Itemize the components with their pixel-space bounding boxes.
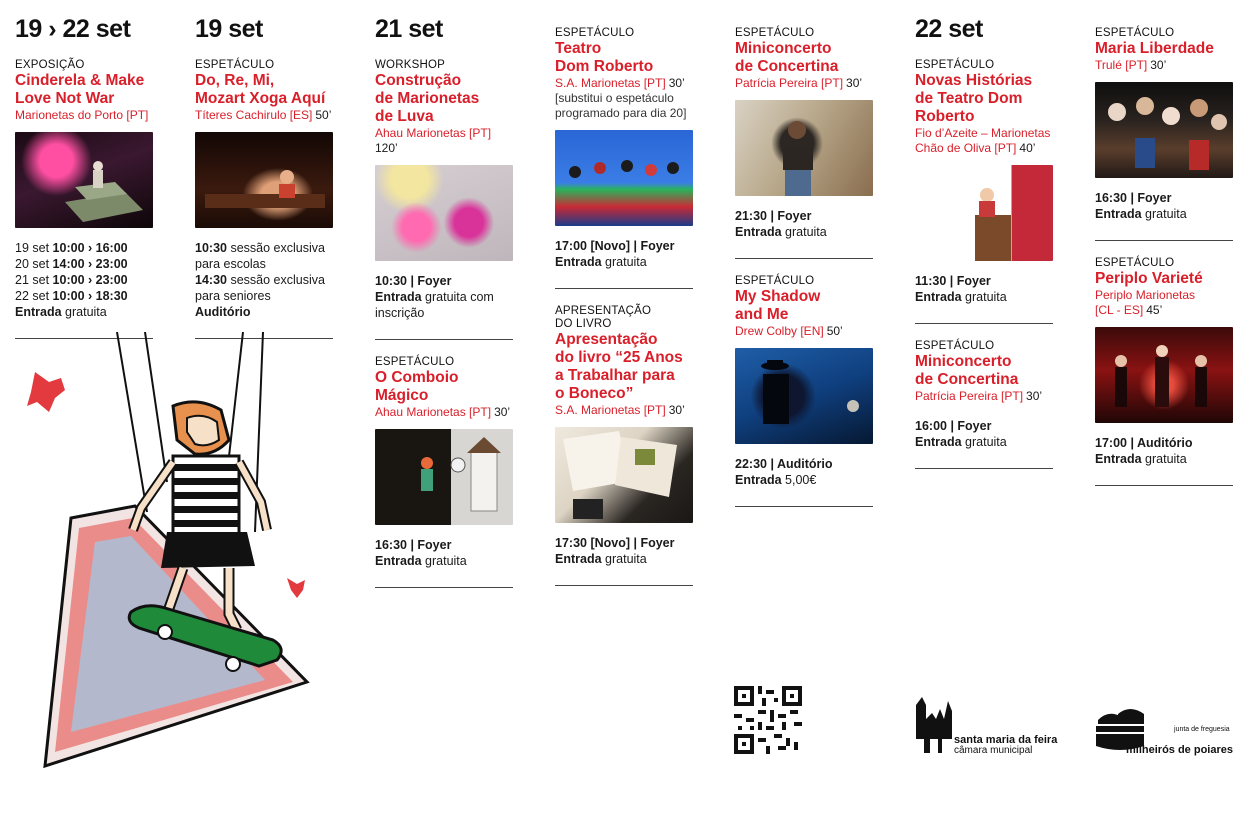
event-category: ESPETÁCULO [375, 356, 455, 368]
event-miniconcerto-2 [915, 340, 1053, 469]
event-info: 11:30 | Foyer Entrada gratuita [915, 274, 1007, 304]
event-photo [735, 100, 873, 196]
divider [915, 323, 1053, 324]
divider [555, 585, 693, 586]
event-title: Miniconcerto de Concertina [735, 40, 839, 75]
event-title: Maria Liberdade [1095, 40, 1214, 57]
event-title: Teatro Dom Roberto [555, 40, 654, 75]
event-novas-historias [915, 59, 1053, 324]
event-photo [555, 130, 693, 226]
event-note: [substitui o espetáculo programado para dia 20] [555, 91, 687, 120]
event-company: Marionetas do Porto [PT] [15, 108, 149, 122]
column-22-set [915, 14, 1053, 485]
event-sessions: 10:30 sessão exclusiva para escolas 14:30 sessão exclusiva para seniores Auditório [195, 241, 325, 319]
event-cinderela [15, 59, 153, 339]
event-periplo [1095, 257, 1233, 486]
marionette-illustration-icon [15, 332, 335, 772]
event-info: 10:30 | Foyer Entrada gratuita com inscrição [375, 274, 494, 320]
event-company: Ahau Marionetas [PT] 30’ [375, 405, 511, 419]
column-19-22-set [15, 14, 153, 355]
event-photo [375, 165, 513, 261]
event-category: ESPETÁCULO [915, 59, 995, 71]
event-company: Drew Colby [EN] 50’ [735, 324, 843, 338]
date-heading: 22 set [915, 15, 983, 43]
event-photo [375, 429, 513, 525]
event-info: 16:00 | Foyer Entrada gratuita [915, 419, 1007, 449]
event-title: My Shadow and Me [735, 288, 821, 323]
event-category: ESPETÁCULO [915, 340, 995, 352]
event-category: ESPETÁCULO [195, 59, 275, 71]
event-category: ESPETÁCULO [735, 27, 815, 39]
event-category: ESPETÁCULO [735, 275, 815, 287]
divider [375, 339, 513, 340]
event-title: Construção de Marionetas de Luva [375, 72, 480, 125]
event-info: 16:30 | Foyer Entrada gratuita [375, 538, 467, 568]
date-heading: 19 › 22 set [15, 15, 131, 43]
event-category: EXPOSIÇÃO [15, 59, 85, 71]
milheiros-de-poiares-logo-icon: junta de freguesia milheirós de poiares [1094, 706, 1234, 756]
event-company: S.A. Marionetas [PT] 30’ [555, 403, 685, 417]
divider [375, 587, 513, 588]
event-info: 17:00 | Auditório Entrada gratuita [1095, 436, 1193, 466]
santa-maria-da-feira-logo-icon: santa maria da feira câmara municipal [914, 697, 1054, 757]
event-comboio [375, 356, 513, 588]
divider [1095, 485, 1233, 486]
event-my-shadow [735, 275, 873, 507]
event-title: Cinderela & Make Love Not War [15, 72, 145, 107]
event-category: WORKSHOP [375, 59, 445, 71]
event-miniconcerto-1 [735, 27, 873, 259]
qr-code-icon[interactable] [734, 686, 802, 754]
event-do-re-mi [195, 59, 333, 339]
event-photo [1095, 327, 1233, 423]
event-title: Miniconcerto de Concertina [915, 353, 1019, 388]
event-title: Apresentação do livro “25 Anos a Trabalhar para o Boneco” [555, 331, 683, 402]
event-company: Fio d’Azeite – Marionetas Chão de Oliva [PT] 40’ [915, 126, 1051, 155]
event-maria-liberdade [1095, 27, 1233, 241]
event-company: S.A. Marionetas [PT] 30’ [555, 76, 685, 90]
column-22-set-b [1095, 27, 1233, 502]
event-duration: 120’ [375, 141, 398, 155]
event-photo [915, 165, 1053, 261]
event-info: 16:30 | Foyer Entrada gratuita [1095, 191, 1187, 221]
event-apresentacao-livro [555, 305, 693, 586]
event-info: 17:00 [Novo] | Foyer Entrada gratuita [555, 239, 675, 269]
divider [735, 506, 873, 507]
event-category: ESPETÁCULO [1095, 257, 1175, 269]
event-photo [195, 132, 333, 228]
divider [915, 468, 1053, 469]
event-title: Periplo Varieté [1095, 270, 1203, 287]
divider [735, 258, 873, 259]
event-company: Títeres Cachirulo [ES] 50’ [195, 108, 332, 122]
column-21-set-b [555, 27, 693, 602]
divider [1095, 240, 1233, 241]
column-21-set [375, 14, 513, 604]
divider [555, 288, 693, 289]
event-teatro-dom-roberto [555, 27, 693, 289]
event-company: Ahau Marionetas [PT] [375, 126, 492, 140]
event-category: APRESENTAÇÃO DO LIVRO [555, 305, 652, 330]
event-title: Do, Re, Mi, Mozart Xoga Aquí [195, 72, 326, 107]
event-schedule: 19 set 10:00 › 16:00 20 set 14:00 › 23:00 21 set 10:00 › 23:00 22 set 10:00 › 18:30 Entrada gratuita [15, 241, 128, 319]
column-21-set-c [735, 27, 873, 523]
event-info: 21:30 | Foyer Entrada gratuita [735, 209, 827, 239]
event-title: Novas Histórias de Teatro Dom Roberto [915, 72, 1033, 125]
event-company: Patrícia Pereira [PT] 30’ [915, 389, 1043, 403]
event-company: Periplo Marionetas [CL - ES] 45’ [1095, 288, 1196, 317]
event-info: 17:30 [Novo] | Foyer Entrada gratuita [555, 536, 675, 566]
event-photo [555, 427, 693, 523]
event-category: ESPETÁCULO [555, 27, 635, 39]
event-company: Patrícia Pereira [PT] 30’ [735, 76, 863, 90]
event-photo [1095, 82, 1233, 178]
event-info: 22:30 | Auditório Entrada 5,00€ [735, 457, 833, 487]
event-title: O Comboio Mágico [375, 369, 459, 404]
date-heading: 19 set [195, 15, 263, 43]
column-19-set [195, 14, 333, 355]
event-construcao [375, 59, 513, 340]
date-heading: 21 set [375, 15, 443, 43]
event-company: Trulé [PT] 30’ [1095, 58, 1167, 72]
event-photo [735, 348, 873, 444]
event-photo [15, 132, 153, 228]
event-category: ESPETÁCULO [1095, 27, 1175, 39]
